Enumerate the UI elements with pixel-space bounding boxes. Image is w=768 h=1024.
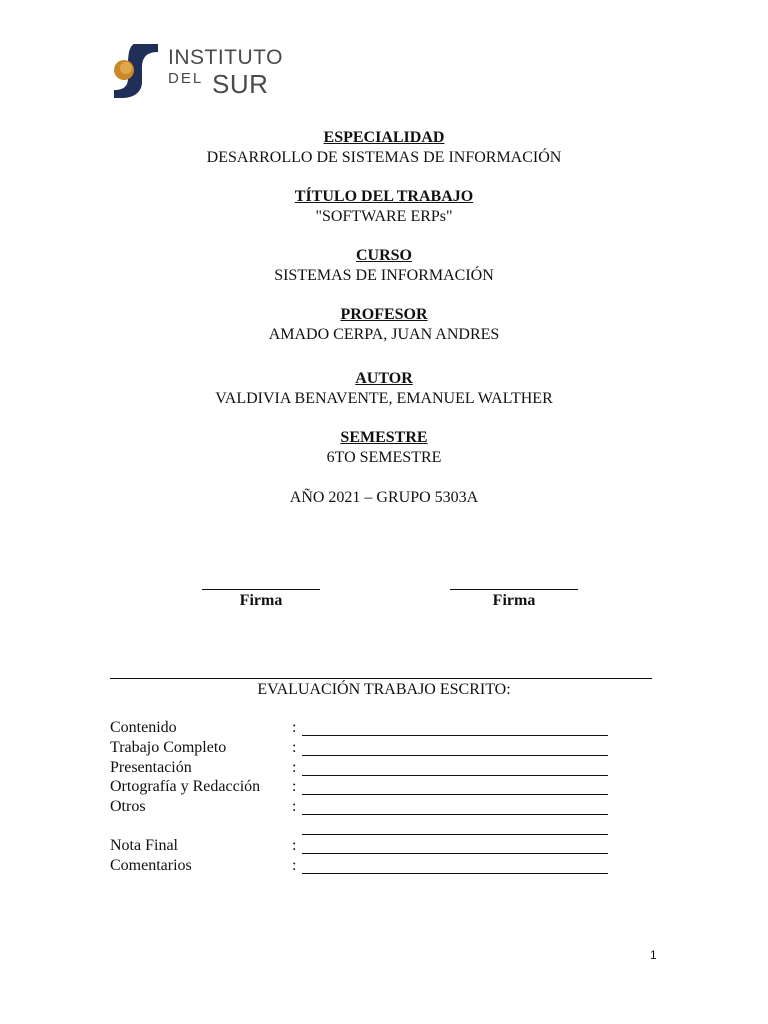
evaluation-title: EVALUACIÓN TRABAJO ESCRITO: (257, 681, 511, 698)
eval-colon: : (292, 759, 297, 776)
eval-label: Contenido (110, 719, 177, 736)
section-value: VALDIVIA BENAVENTE, EMANUEL WALTHER (215, 390, 553, 407)
eval-fill-line (302, 755, 608, 756)
section-especialidad (0, 128, 768, 168)
eval-fill-line (302, 775, 608, 776)
section-header: AUTOR (355, 370, 413, 387)
section-titulo (0, 187, 768, 227)
logo-text-del: DEL (168, 70, 204, 87)
section-header: TÍTULO DEL TRABAJO (294, 188, 474, 205)
eval-fill-line (302, 814, 608, 815)
signature-line (450, 589, 578, 590)
section-value: SISTEMAS DE INFORMACIÓN (274, 267, 494, 284)
eval-colon: : (292, 798, 297, 815)
section-header: ESPECIALIDAD (323, 129, 445, 146)
signature-left (202, 589, 320, 610)
section-curso (0, 246, 768, 286)
eval-label: Comentarios (110, 857, 192, 874)
section-autor (0, 369, 768, 409)
section-value: 6TO SEMESTRE (326, 449, 442, 466)
signature-line (202, 589, 320, 590)
eval-fill-line (302, 873, 608, 874)
year-group: AÑO 2021 – GRUPO 5303A (289, 489, 479, 506)
eval-colon: : (292, 739, 297, 756)
logo-text-sur: SUR (212, 69, 269, 99)
section-value: AMADO CERPA, JUAN ANDRES (268, 326, 500, 343)
eval-colon: : (292, 719, 297, 736)
eval-label: Ortografía y Redacción (110, 778, 261, 795)
eval-label: Otros (110, 798, 146, 815)
section-semestre (0, 428, 768, 468)
page-number: 1 (650, 948, 657, 962)
divider-line (110, 678, 652, 679)
eval-colon: : (292, 837, 297, 854)
section-header: PROFESOR (340, 306, 428, 323)
section-value: "SOFTWARE ERPs" (315, 208, 453, 225)
section-header: SEMESTRE (340, 429, 428, 446)
eval-fill-line (302, 834, 608, 835)
eval-colon: : (292, 857, 297, 874)
institute-logo-icon (112, 44, 162, 98)
signature-label: Firma (492, 592, 536, 609)
eval-label: Presentación (110, 759, 192, 776)
signature-label: Firma (239, 592, 283, 609)
eval-label: Trabajo Completo (110, 739, 227, 756)
eval-fill-line (302, 853, 608, 854)
eval-label: Nota Final (110, 837, 178, 854)
signature-right (450, 589, 578, 610)
eval-colon: : (292, 778, 297, 795)
section-header: CURSO (355, 247, 412, 264)
institute-logo (112, 44, 282, 100)
eval-fill-line (302, 794, 608, 795)
section-profesor (0, 305, 768, 345)
eval-fill-line (302, 735, 608, 736)
logo-text-instituto: INSTITUTO (168, 46, 283, 69)
section-value: DESARROLLO DE SISTEMAS DE INFORMACIÓN (206, 149, 562, 166)
